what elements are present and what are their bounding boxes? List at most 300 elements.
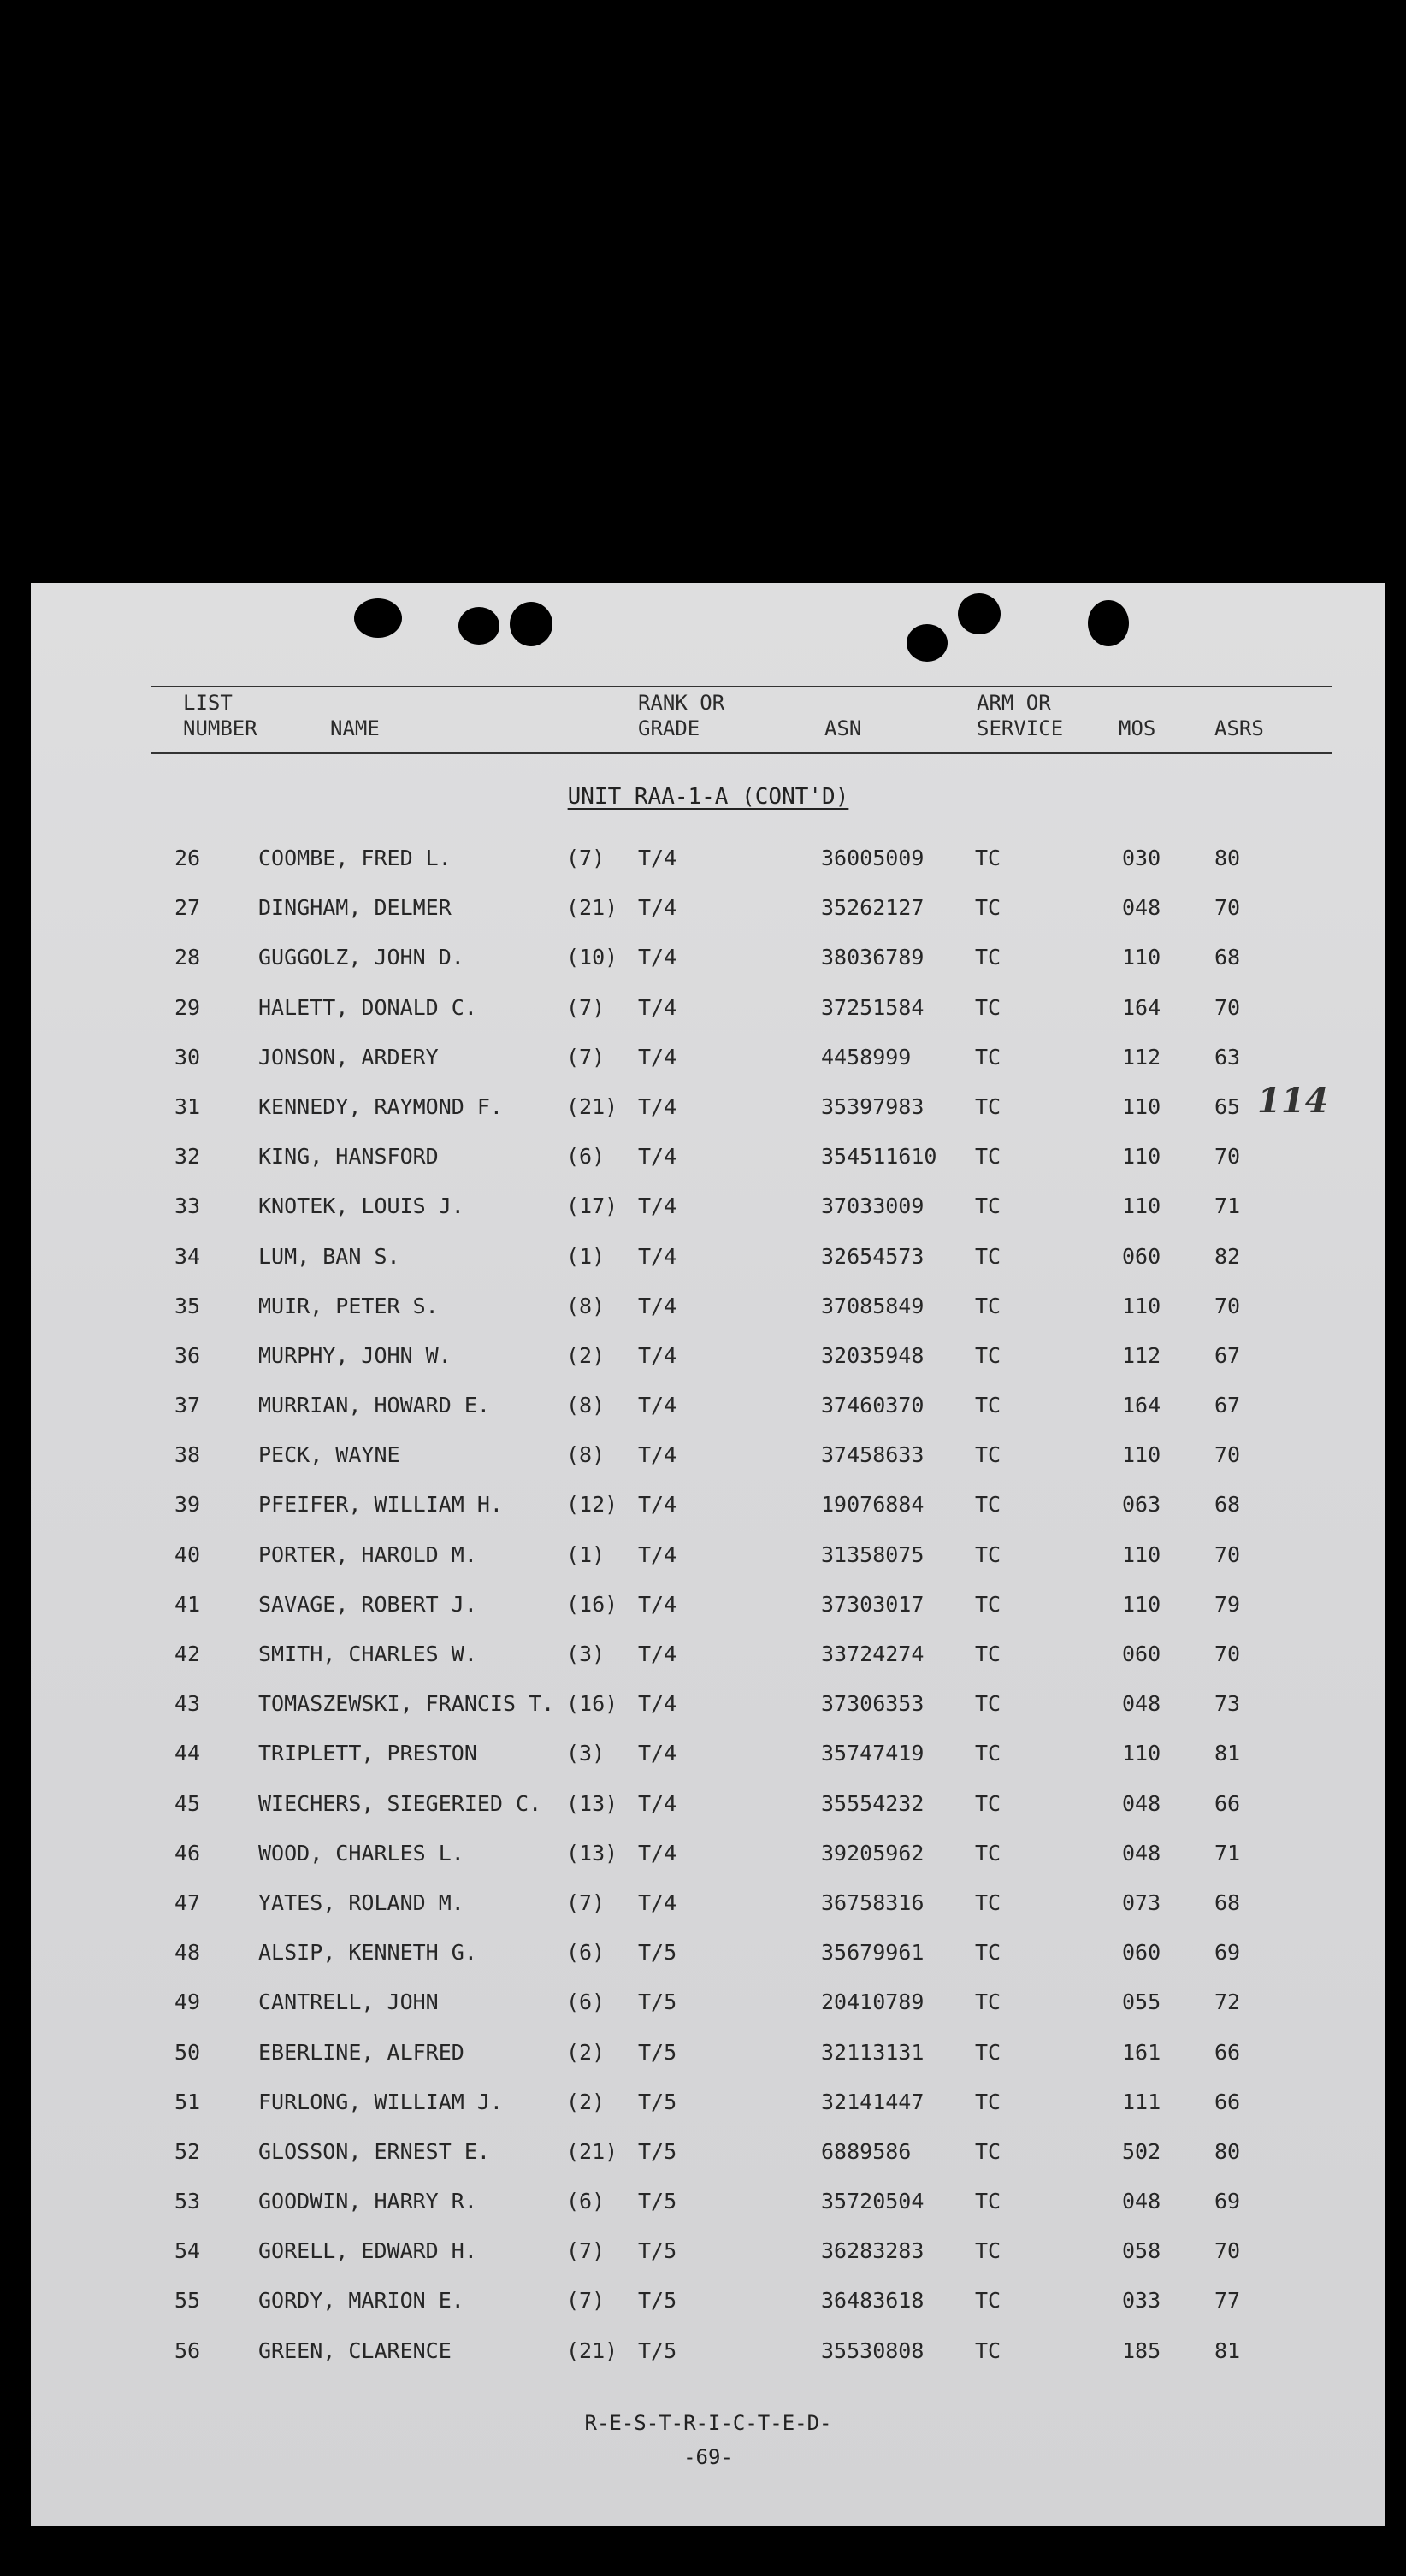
cell-rank: T/4	[638, 1393, 677, 1418]
cell-asrs: 69	[1214, 2189, 1241, 2214]
cell-asn: 36005009	[821, 846, 925, 870]
cell-rank: T/5	[638, 2039, 677, 2065]
cell-arm-service: TC	[975, 2089, 1001, 2114]
cell-mos: 048	[1122, 1691, 1161, 1717]
cell-name: KNOTEK, LOUIS J.	[258, 1194, 464, 1219]
punch-hole	[958, 593, 1001, 634]
header-arm: ARM OR SERVICE	[977, 691, 1064, 740]
table-row	[31, 2278, 1385, 2327]
cell-list-number: 26	[174, 846, 201, 870]
cell-mos: 110	[1122, 1591, 1161, 1617]
personnel-list	[31, 835, 1385, 2378]
cell-list-number: 44	[174, 1741, 201, 1766]
cell-arm-service: TC	[975, 1044, 1001, 1070]
cell-group-code: (6)	[566, 1989, 606, 2015]
cell-name: PORTER, HAROLD M.	[258, 1541, 477, 1567]
cell-group-code: (6)	[566, 1144, 606, 1170]
cell-rank: T/4	[638, 994, 677, 1020]
table-row	[31, 1681, 1385, 1730]
cell-list-number: 33	[174, 1194, 201, 1219]
cell-group-code: (7)	[566, 846, 606, 870]
cell-name: CANTRELL, JOHN	[258, 1989, 439, 2015]
cell-asn: 35720504	[821, 2189, 925, 2214]
cell-asn: 354511610	[821, 1144, 937, 1170]
cell-asn: 20410789	[821, 1989, 925, 2015]
cell-asrs: 65	[1214, 1093, 1241, 1119]
cell-arm-service: TC	[975, 1293, 1001, 1318]
cell-asn: 32654573	[821, 1243, 925, 1269]
cell-list-number: 41	[174, 1591, 201, 1617]
cell-name: PFEIFER, WILLIAM H.	[258, 1492, 503, 1518]
header-asrs: ASRS	[1214, 716, 1264, 740]
cell-arm-service: TC	[975, 2189, 1001, 2214]
table-row	[31, 2228, 1385, 2278]
cell-asn: 32113131	[821, 2039, 925, 2065]
cell-arm-service: TC	[975, 895, 1001, 921]
cell-list-number: 35	[174, 1293, 201, 1318]
cell-asn: 37251584	[821, 994, 925, 1020]
cell-list-number: 40	[174, 1541, 201, 1567]
cell-rank: T/4	[638, 1194, 677, 1219]
cell-name: GOODWIN, HARRY R.	[258, 2189, 477, 2214]
cell-asrs: 70	[1214, 1144, 1241, 1170]
cell-list-number: 53	[174, 2189, 201, 2214]
table-row	[31, 1432, 1385, 1482]
cell-mos: 110	[1122, 1741, 1161, 1766]
cell-asn: 35747419	[821, 1741, 925, 1766]
cell-mos: 110	[1122, 1541, 1161, 1567]
cell-list-number: 28	[174, 945, 201, 970]
cell-arm-service: TC	[975, 1591, 1001, 1617]
cell-rank: T/4	[638, 1790, 677, 1816]
cell-group-code: (7)	[566, 1889, 606, 1915]
table-row	[31, 1532, 1385, 1582]
table-row	[31, 1482, 1385, 1531]
cell-list-number: 29	[174, 994, 201, 1020]
table-row	[31, 2129, 1385, 2178]
cell-rank: T/4	[638, 1840, 677, 1866]
cell-list-number: 31	[174, 1093, 201, 1119]
punch-hole	[510, 602, 552, 646]
cell-asrs: 82	[1214, 1243, 1241, 1269]
cell-mos: 073	[1122, 1889, 1161, 1915]
cell-list-number: 39	[174, 1492, 201, 1518]
cell-list-number: 36	[174, 1342, 201, 1368]
cell-mos: 110	[1122, 1194, 1161, 1219]
cell-rank: T/4	[638, 1144, 677, 1170]
cell-group-code: (21)	[566, 895, 618, 921]
cell-group-code: (13)	[566, 1840, 618, 1866]
cell-list-number: 49	[174, 1989, 201, 2015]
cell-group-code: (13)	[566, 1790, 618, 1816]
cell-name: PECK, WAYNE	[258, 1442, 400, 1468]
cell-asn: 37303017	[821, 1591, 925, 1617]
cell-arm-service: TC	[975, 1492, 1001, 1518]
cell-mos: 033	[1122, 2288, 1161, 2314]
cell-asn: 4458999	[821, 1044, 912, 1070]
cell-asrs: 71	[1214, 1840, 1241, 1866]
cell-asrs: 72	[1214, 1989, 1241, 2015]
cell-list-number: 51	[174, 2089, 201, 2114]
cell-name: COOMBE, FRED L.	[258, 846, 452, 870]
table-row	[31, 1134, 1385, 1183]
cell-list-number: 32	[174, 1144, 201, 1170]
cell-mos: 161	[1122, 2039, 1161, 2065]
cell-rank: T/4	[638, 1591, 677, 1617]
table-row	[31, 1582, 1385, 1631]
cell-name: WOOD, CHARLES L.	[258, 1840, 464, 1866]
cell-list-number: 50	[174, 2039, 201, 2065]
table-header	[151, 686, 1332, 754]
cell-arm-service: TC	[975, 1342, 1001, 1368]
cell-list-number: 52	[174, 2138, 201, 2164]
cell-arm-service: TC	[975, 846, 1001, 870]
cell-asn: 36283283	[821, 2238, 925, 2264]
cell-list-number: 30	[174, 1044, 201, 1070]
cell-rank: T/4	[638, 846, 677, 870]
cell-group-code: (6)	[566, 2189, 606, 2214]
cell-asn: 37085849	[821, 1293, 925, 1318]
cell-rank: T/4	[638, 1642, 677, 1666]
cell-asrs: 67	[1214, 1342, 1241, 1368]
cell-name: TOMASZEWSKI, FRANCIS T.	[258, 1691, 555, 1717]
cell-list-number: 56	[174, 2337, 201, 2363]
cell-asrs: 69	[1214, 1940, 1241, 1966]
cell-arm-service: TC	[975, 1194, 1001, 1219]
cell-asrs: 68	[1214, 1889, 1241, 1915]
cell-rank: T/5	[638, 2238, 677, 2264]
cell-rank: T/4	[638, 1492, 677, 1518]
table-row	[31, 1979, 1385, 2029]
cell-asn: 19076884	[821, 1492, 925, 1518]
table-row	[31, 2178, 1385, 2228]
cell-asrs: 81	[1214, 1741, 1241, 1766]
cell-arm-service: TC	[975, 945, 1001, 970]
cell-asrs: 79	[1214, 1591, 1241, 1617]
cell-mos: 112	[1122, 1342, 1161, 1368]
table-row	[31, 985, 1385, 1035]
cell-group-code: (21)	[566, 2138, 618, 2164]
header-mos: MOS	[1119, 716, 1156, 740]
cell-name: SMITH, CHARLES W.	[258, 1642, 477, 1666]
table-row	[31, 1631, 1385, 1681]
cell-name: GREEN, CLARENCE	[258, 2337, 452, 2363]
cell-asrs: 63	[1214, 1044, 1241, 1070]
table-row	[31, 1035, 1385, 1084]
table-row	[31, 885, 1385, 934]
cell-asn: 31358075	[821, 1541, 925, 1567]
cell-rank: T/4	[638, 1691, 677, 1717]
cell-group-code: (12)	[566, 1492, 618, 1518]
cell-asn: 35554232	[821, 1790, 925, 1816]
cell-list-number: 45	[174, 1790, 201, 1816]
cell-mos: 048	[1122, 895, 1161, 921]
cell-mos: 060	[1122, 1642, 1161, 1666]
cell-group-code: (16)	[566, 1591, 618, 1617]
cell-rank: T/4	[638, 1442, 677, 1468]
cell-list-number: 46	[174, 1840, 201, 1866]
cell-mos: 055	[1122, 1989, 1161, 2015]
table-row	[31, 1930, 1385, 1979]
cell-arm-service: TC	[975, 1989, 1001, 2015]
table-row	[31, 1880, 1385, 1930]
cell-group-code: (17)	[566, 1194, 618, 1219]
cell-group-code: (8)	[566, 1442, 606, 1468]
cell-arm-service: TC	[975, 1790, 1001, 1816]
cell-arm-service: TC	[975, 1541, 1001, 1567]
cell-rank: T/4	[638, 1741, 677, 1766]
unit-title	[31, 784, 1385, 810]
cell-rank: T/4	[638, 1093, 677, 1119]
cell-name: MUIR, PETER S.	[258, 1293, 439, 1318]
cell-asrs: 70	[1214, 2238, 1241, 2264]
cell-mos: 060	[1122, 1940, 1161, 1966]
table-row	[31, 835, 1385, 885]
cell-group-code: (2)	[566, 2039, 606, 2065]
cell-arm-service: TC	[975, 1144, 1001, 1170]
cell-mos: 502	[1122, 2138, 1161, 2164]
cell-asn: 37460370	[821, 1393, 925, 1418]
cell-asrs: 66	[1214, 2039, 1241, 2065]
cell-asn: 38036789	[821, 945, 925, 970]
punch-hole	[458, 607, 499, 645]
table-row	[31, 1183, 1385, 1233]
punch-hole	[907, 624, 948, 662]
cell-name: TRIPLETT, PRESTON	[258, 1741, 477, 1766]
table-row	[31, 1283, 1385, 1333]
cell-mos: 164	[1122, 1393, 1161, 1418]
cell-asn: 33724274	[821, 1642, 925, 1666]
cell-name: KING, HANSFORD	[258, 1144, 439, 1170]
cell-asn: 37033009	[821, 1194, 925, 1219]
cell-mos: 060	[1122, 1243, 1161, 1269]
cell-asn: 32141447	[821, 2089, 925, 2114]
cell-asn: 6889586	[821, 2138, 912, 2164]
cell-asn: 36758316	[821, 1889, 925, 1915]
cell-group-code: (8)	[566, 1393, 606, 1418]
cell-mos: 030	[1122, 846, 1161, 870]
cell-asrs: 80	[1214, 2138, 1241, 2164]
cell-rank: T/5	[638, 2138, 677, 2164]
cell-arm-service: TC	[975, 1243, 1001, 1269]
cell-name: GORELL, EDWARD H.	[258, 2238, 477, 2264]
cell-list-number: 34	[174, 1243, 201, 1269]
cell-rank: T/5	[638, 1989, 677, 2015]
cell-name: FURLONG, WILLIAM J.	[258, 2089, 503, 2114]
cell-asrs: 81	[1214, 2337, 1241, 2363]
cell-asrs: 68	[1214, 945, 1241, 970]
cell-list-number: 55	[174, 2288, 201, 2314]
cell-mos: 185	[1122, 2337, 1161, 2363]
cell-list-number: 54	[174, 2238, 201, 2264]
cell-asn: 35679961	[821, 1940, 925, 1966]
table-row	[31, 1730, 1385, 1780]
page-number: -69-	[683, 2445, 733, 2469]
cell-mos: 058	[1122, 2238, 1161, 2264]
cell-name: EBERLINE, ALFRED	[258, 2039, 464, 2065]
cell-group-code: (2)	[566, 1342, 606, 1368]
cell-arm-service: TC	[975, 2337, 1001, 2363]
cell-arm-service: TC	[975, 2138, 1001, 2164]
cell-asrs: 70	[1214, 1642, 1241, 1666]
cell-arm-service: TC	[975, 1940, 1001, 1966]
cell-name: WIECHERS, SIEGERIED C.	[258, 1790, 542, 1816]
cell-asrs: 68	[1214, 1492, 1241, 1518]
cell-group-code: (21)	[566, 2337, 618, 2363]
cell-arm-service: TC	[975, 1840, 1001, 1866]
cell-mos: 048	[1122, 2189, 1161, 2214]
cell-arm-service: TC	[975, 2238, 1001, 2264]
table-row	[31, 1830, 1385, 1880]
table-row	[31, 2328, 1385, 2378]
cell-list-number: 43	[174, 1691, 201, 1717]
cell-group-code: (1)	[566, 1243, 606, 1269]
cell-name: GLOSSON, ERNEST E.	[258, 2138, 490, 2164]
cell-rank: T/5	[638, 1940, 677, 1966]
restricted-marking: R-E-S-T-R-I-C-T-E-D-	[584, 2411, 832, 2435]
cell-name: LUM, BAN S.	[258, 1243, 400, 1269]
cell-group-code: (3)	[566, 1741, 606, 1766]
cell-group-code: (1)	[566, 1541, 606, 1567]
document-page	[31, 583, 1385, 2526]
header-asn: ASN	[824, 716, 862, 740]
cell-list-number: 48	[174, 1940, 201, 1966]
table-row	[31, 1084, 1385, 1134]
cell-arm-service: TC	[975, 1741, 1001, 1766]
cell-asrs: 73	[1214, 1691, 1241, 1717]
cell-asrs: 66	[1214, 2089, 1241, 2114]
cell-mos: 164	[1122, 994, 1161, 1020]
cell-list-number: 38	[174, 1442, 201, 1468]
cell-arm-service: TC	[975, 1691, 1001, 1717]
cell-asn: 36483618	[821, 2288, 925, 2314]
table-row	[31, 1382, 1385, 1432]
table-row	[31, 934, 1385, 984]
cell-name: GORDY, MARION E.	[258, 2288, 464, 2314]
cell-asrs: 77	[1214, 2288, 1241, 2314]
cell-mos: 110	[1122, 1442, 1161, 1468]
cell-name: HALETT, DONALD C.	[258, 994, 477, 1020]
cell-group-code: (7)	[566, 994, 606, 1020]
cell-asn: 37458633	[821, 1442, 925, 1468]
cell-group-code: (16)	[566, 1691, 618, 1717]
cell-asrs: 70	[1214, 895, 1241, 921]
cell-asrs: 80	[1214, 846, 1241, 870]
cell-name: JONSON, ARDERY	[258, 1044, 439, 1070]
cell-mos: 048	[1122, 1840, 1161, 1866]
cell-asn: 35262127	[821, 895, 925, 921]
cell-mos: 110	[1122, 1293, 1161, 1318]
cell-asn: 32035948	[821, 1342, 925, 1368]
cell-list-number: 47	[174, 1889, 201, 1915]
cell-list-number: 27	[174, 895, 201, 921]
header-name: NAME	[330, 716, 380, 740]
header-rank: RANK OR GRADE	[638, 691, 725, 740]
cell-name: GUGGOLZ, JOHN D.	[258, 945, 464, 970]
cell-asn: 37306353	[821, 1691, 925, 1717]
cell-rank: T/4	[638, 1342, 677, 1368]
cell-name: DINGHAM, DELMER	[258, 895, 452, 921]
cell-mos: 063	[1122, 1492, 1161, 1518]
table-row	[31, 1781, 1385, 1830]
cell-name: SAVAGE, ROBERT J.	[258, 1591, 477, 1617]
cell-rank: T/5	[638, 2288, 677, 2314]
cell-group-code: (7)	[566, 2238, 606, 2264]
cell-mos: 110	[1122, 1093, 1161, 1119]
handwritten-margin-number: 114	[1257, 1081, 1329, 1121]
table-row	[31, 1234, 1385, 1283]
cell-name: MURRIAN, HOWARD E.	[258, 1393, 490, 1418]
cell-rank: T/5	[638, 2337, 677, 2363]
cell-group-code: (10)	[566, 945, 618, 970]
cell-arm-service: TC	[975, 2288, 1001, 2314]
cell-rank: T/4	[638, 945, 677, 970]
cell-asrs: 70	[1214, 1293, 1241, 1318]
unit-title-text: UNIT RAA-1-A (CONT'D)	[567, 784, 849, 810]
cell-arm-service: TC	[975, 1393, 1001, 1418]
cell-mos: 048	[1122, 1790, 1161, 1816]
cell-list-number: 37	[174, 1393, 201, 1418]
cell-arm-service: TC	[975, 1093, 1001, 1119]
cell-arm-service: TC	[975, 1889, 1001, 1915]
cell-group-code: (6)	[566, 1940, 606, 1966]
cell-mos: 110	[1122, 945, 1161, 970]
cell-rank: T/4	[638, 1541, 677, 1567]
cell-arm-service: TC	[975, 1642, 1001, 1666]
cell-asrs: 70	[1214, 1442, 1241, 1468]
cell-name: ALSIP, KENNETH G.	[258, 1940, 477, 1966]
cell-asn: 35530808	[821, 2337, 925, 2363]
cell-asrs: 70	[1214, 1541, 1241, 1567]
table-row	[31, 2079, 1385, 2129]
cell-asn: 39205962	[821, 1840, 925, 1866]
cell-rank: T/4	[638, 1044, 677, 1070]
punch-hole	[354, 598, 402, 638]
cell-rank: T/5	[638, 2189, 677, 2214]
cell-group-code: (7)	[566, 2288, 606, 2314]
cell-list-number: 42	[174, 1642, 201, 1666]
cell-rank: T/5	[638, 2089, 677, 2114]
cell-rank: T/4	[638, 1243, 677, 1269]
cell-group-code: (21)	[566, 1093, 618, 1119]
cell-name: MURPHY, JOHN W.	[258, 1342, 452, 1368]
cell-mos: 111	[1122, 2089, 1161, 2114]
cell-group-code: (8)	[566, 1293, 606, 1318]
cell-rank: T/4	[638, 895, 677, 921]
cell-rank: T/4	[638, 1293, 677, 1318]
cell-arm-service: TC	[975, 2039, 1001, 2065]
cell-arm-service: TC	[975, 994, 1001, 1020]
cell-asrs: 71	[1214, 1194, 1241, 1219]
cell-mos: 110	[1122, 1144, 1161, 1170]
cell-arm-service: TC	[975, 1442, 1001, 1468]
cell-rank: T/4	[638, 1889, 677, 1915]
header-list-number: LIST NUMBER	[183, 691, 257, 740]
cell-group-code: (3)	[566, 1642, 606, 1666]
punch-hole	[1088, 600, 1129, 646]
table-row	[31, 2030, 1385, 2079]
cell-asrs: 66	[1214, 1790, 1241, 1816]
cell-name: KENNEDY, RAYMOND F.	[258, 1093, 503, 1119]
cell-name: YATES, ROLAND M.	[258, 1889, 464, 1915]
cell-asrs: 70	[1214, 994, 1241, 1020]
cell-asrs: 67	[1214, 1393, 1241, 1418]
cell-group-code: (2)	[566, 2089, 606, 2114]
cell-asn: 35397983	[821, 1093, 925, 1119]
cell-group-code: (7)	[566, 1044, 606, 1070]
table-row	[31, 1333, 1385, 1382]
cell-mos: 112	[1122, 1044, 1161, 1070]
